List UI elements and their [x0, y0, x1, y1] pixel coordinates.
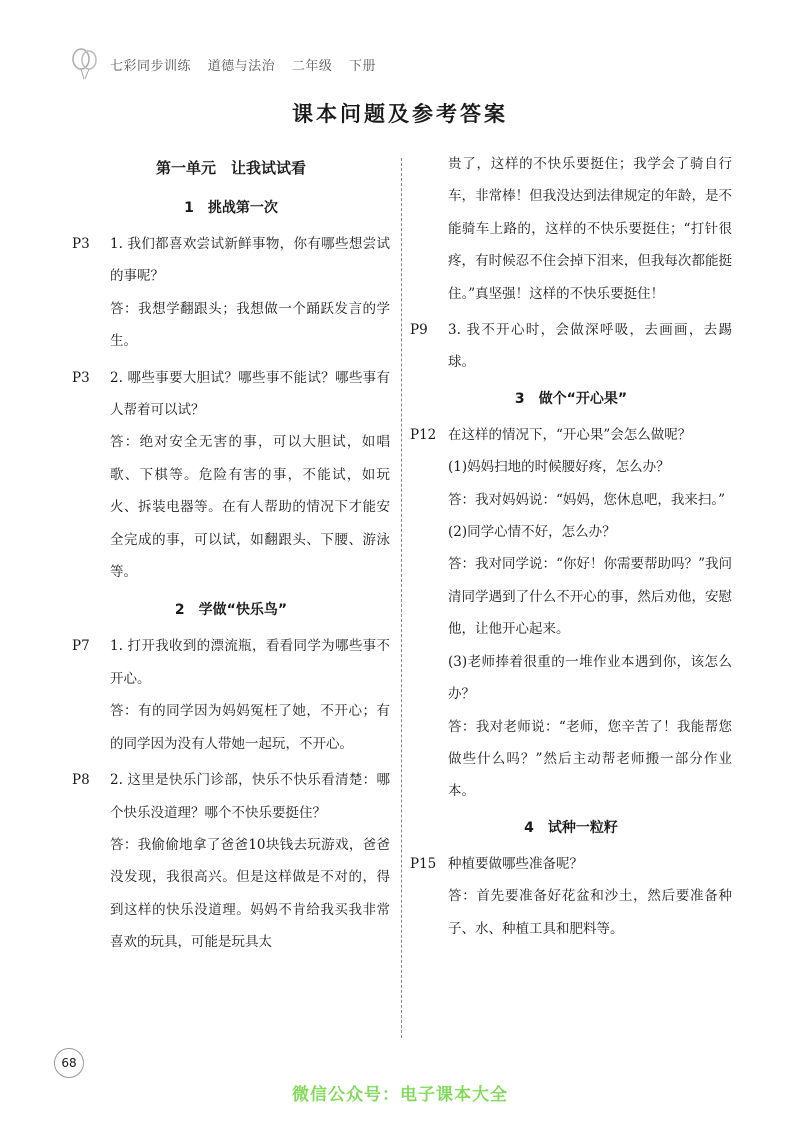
right-column — [410, 148, 732, 945]
lesson-title: 1 挑战第一次 — [184, 200, 278, 216]
page-ref: P15 — [410, 855, 437, 872]
sub-question: (1)妈妈扫地的时候腰好疼，怎么办？ — [448, 459, 670, 476]
question-block — [72, 228, 390, 358]
answer-text: 答：我想学翻跟头；我想做一个踊跃发言的学生。 — [110, 300, 390, 350]
answer-text: 答：我对同学说：“你好！你需要帮助吗？”我问清同学遇到了什么不开心的事，然后劝他，安慰他，让他开心起来。 — [448, 556, 732, 638]
page-number: 68 — [54, 1048, 84, 1078]
page-ref: P8 — [72, 772, 90, 789]
lesson-title: 4 试种一粒籽 — [524, 819, 618, 836]
watermark-text: 微信公众号：电子课本大全 — [292, 1085, 508, 1105]
sub-question: (2)同学心情不好，怎么办？ — [448, 524, 616, 541]
answer-continuation — [410, 148, 732, 310]
header-volume: 下册 — [348, 58, 376, 74]
answer-text: 答：有的同学因为妈妈冤枉了她，不开心；有的同学因为没有人带她一起玩，不开心。 — [110, 703, 390, 752]
question-block — [410, 419, 732, 808]
question-text: 2. 这里是快乐门诊部，快乐不快乐看清楚：哪个快乐没道理？哪个不快乐要挺住？ — [110, 772, 390, 821]
header-text — [110, 55, 388, 74]
question-text: 种植要做哪些准备呢？ — [448, 855, 583, 872]
question-block — [410, 314, 732, 379]
page-ref: P7 — [72, 638, 90, 655]
question-text: 1. 打开我收到的漂流瓶，看看同学为哪些事不开心。 — [110, 638, 390, 687]
page-ref: P3 — [72, 369, 90, 386]
answer-text: 答：首先要准备好花盆和沙土，然后要准备种子、水、种植工具和肥料等。 — [448, 888, 732, 937]
answer-text: 答：我对妈妈说：“妈妈，您休息吧，我来扫。” — [448, 491, 726, 508]
page-header — [70, 46, 388, 82]
answer-text: 答：绝对安全无害的事，可以大胆试，如唱歌、下棋等。危险有害的事，不能试，如玩火、拆装电器等。在有人帮助的情况下才能安全完成的事，可以试，如翻跟头、下腰、游泳等。 — [110, 434, 390, 581]
question-block — [72, 362, 390, 589]
balloon-logo-icon — [70, 47, 100, 81]
page-ref: P12 — [410, 426, 437, 443]
header-subject: 道德与法治 — [207, 58, 276, 74]
page-ref: P3 — [72, 236, 90, 252]
answer-text: 答：我对老师说：“老师，您辛苦了！我能帮您做些什么吗？”然后主动帮老师搬一部分作业本。 — [448, 718, 732, 800]
answer-text: 贵了，这样的不快乐要挺住；我学会了骑自行车，非常棒！但我没达到法律规定的年龄，是不能骑车上路的，这样的不快乐要挺住；“打针很疼，有时候忍不住会掉下泪来，但我每次都能挺住。”真坚强！这样的不快乐要挺住！ — [448, 156, 732, 302]
question-text: 1. 我们都喜欢尝试新鲜事物，你有哪些想尝试的事呢？ — [110, 236, 390, 285]
header-series: 七彩同步训练 — [110, 58, 192, 74]
column-divider — [401, 158, 402, 1038]
question-text: 3. 我不开心时，会做深呼吸，去画画，去踢球。 — [448, 322, 732, 371]
unit-title: 第一单元 让我试试看 — [155, 159, 306, 177]
question-block — [410, 848, 732, 945]
header-grade: 二年级 — [291, 58, 333, 74]
sub-question: (3)老师捧着很重的一堆作业本遇到你，该怎么办？ — [448, 653, 732, 703]
question-block — [72, 630, 390, 760]
lesson-title: 3 做个“开心果” — [514, 390, 628, 407]
page-title: 课本问题及参考答案 — [292, 102, 508, 126]
page-ref: P9 — [410, 322, 428, 339]
question-block — [72, 764, 390, 958]
question-text: 在这样的情况下，“开心果”会怎么做呢？ — [448, 426, 692, 443]
answer-text: 答：我偷偷地拿了爸爸10块钱去玩游戏，爸爸没发现，我很高兴。但是这样做是不对的，得到这样的快乐没道理。妈妈不肯给我买我非常喜欢的玩具，可能是玩具太 — [110, 836, 390, 951]
question-text: 2. 哪些事要大胆试？哪些事不能试？哪些事有人帮着可以试？ — [110, 369, 390, 419]
left-column — [72, 148, 390, 959]
lesson-title: 2 学做“快乐鸟” — [174, 602, 288, 619]
